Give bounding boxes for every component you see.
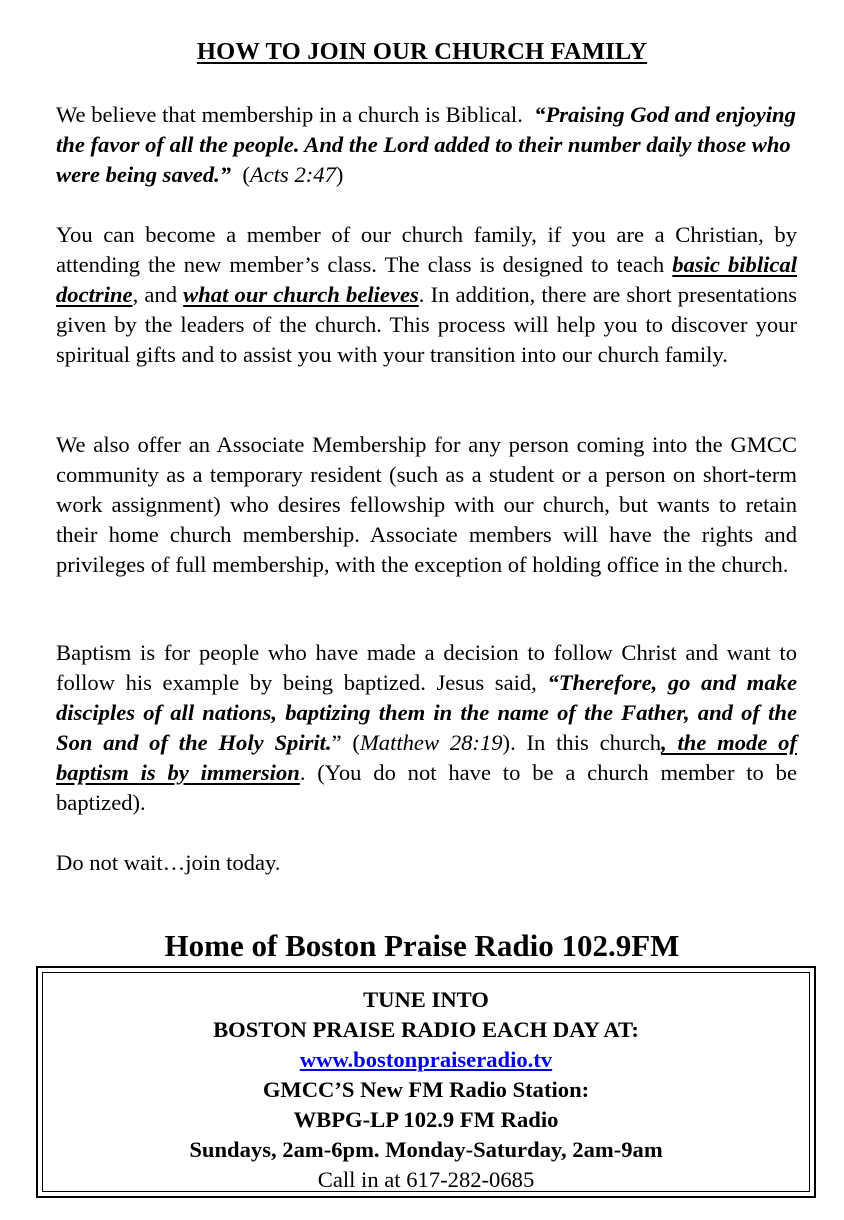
radio-info-inner (42, 972, 810, 1192)
station-line: GMCC’S New FM Radio Station: (262, 1077, 590, 1102)
baptism-paragraph (56, 638, 797, 818)
join-today-text: Do not wait…join today. (56, 850, 281, 875)
tune-into-line: TUNE INTO (363, 987, 489, 1012)
doctrine-emphasis: basic biblical doctrine (56, 252, 797, 307)
new-member-class-paragraph (56, 220, 797, 370)
call-in-line: Call in at 617-282-0685 (317, 1167, 535, 1192)
reference-close: ) (335, 162, 344, 187)
join-today-paragraph (56, 848, 797, 878)
class-text-2: , and (132, 282, 177, 307)
reference-open: ( (242, 162, 250, 187)
immersion-emphasis: , the mode of baptism is by immersion (56, 730, 797, 785)
radio-info-box (36, 966, 816, 1198)
intro-text: We believe that membership in a church is Biblical. (56, 102, 523, 127)
class-text-3: . In addition, there are short presentations given by the leaders of the church. This process will help you to discover your spiritual gifts and to assist you with your transition into our church family. (56, 282, 797, 367)
associate-text: We also offer an Associate Membership for any person coming into the GMCC community as a temporary resident (such as a student or a person on short-term work assignment) who desires fellowship with our church, but wants to retain their home church membership. Associate members will have the rights and privileges of full membership, with the exception of holding office in the church. (56, 432, 797, 577)
schedule-line: Sundays, 2am-6pm. Monday-Saturday, 2am-9am (189, 1137, 663, 1162)
baptism-quote-close: ” ( (331, 730, 360, 755)
baptism-text-2: ). In this church (502, 730, 662, 755)
class-text-1: You can become a member of our church family, if you are a Christian, by attending the new member’s class. The class is designed to teach (56, 222, 797, 277)
baptism-text-3: . (You do not have to be a church member to be baptized). (56, 760, 797, 815)
baptism-text-1: Baptism is for people who have made a decision to follow Christ and want to follow his example by being baptized. Jesus said, (56, 640, 797, 695)
baptism-quote: “Therefore, go and make disciples of all nations, baptizing them in the name of the Father, and of the Son and of the Holy Spirit. (56, 670, 797, 755)
membership-intro-paragraph (56, 100, 797, 190)
radio-website-link[interactable]: www.bostonpraiseradio.tv (299, 1047, 553, 1072)
radio-each-day-line: BOSTON PRAISE RADIO EACH DAY AT: (213, 1017, 639, 1042)
associate-membership-paragraph (56, 430, 797, 580)
radio-heading: Home of Boston Praise Radio 102.9FM (164, 928, 680, 963)
baptism-reference: Matthew 28:19 (359, 730, 503, 755)
scripture-quote: “Praising God and enjoying the favor of all the people. And the Lord added to their number daily those who were being saved.” (56, 102, 796, 187)
page-title: HOW TO JOIN OUR CHURCH FAMILY (196, 38, 648, 65)
beliefs-emphasis: what our church believes (183, 282, 419, 307)
frequency-line: WBPG-LP 102.9 FM Radio (293, 1107, 559, 1132)
scripture-reference: Acts 2:47 (249, 162, 336, 187)
